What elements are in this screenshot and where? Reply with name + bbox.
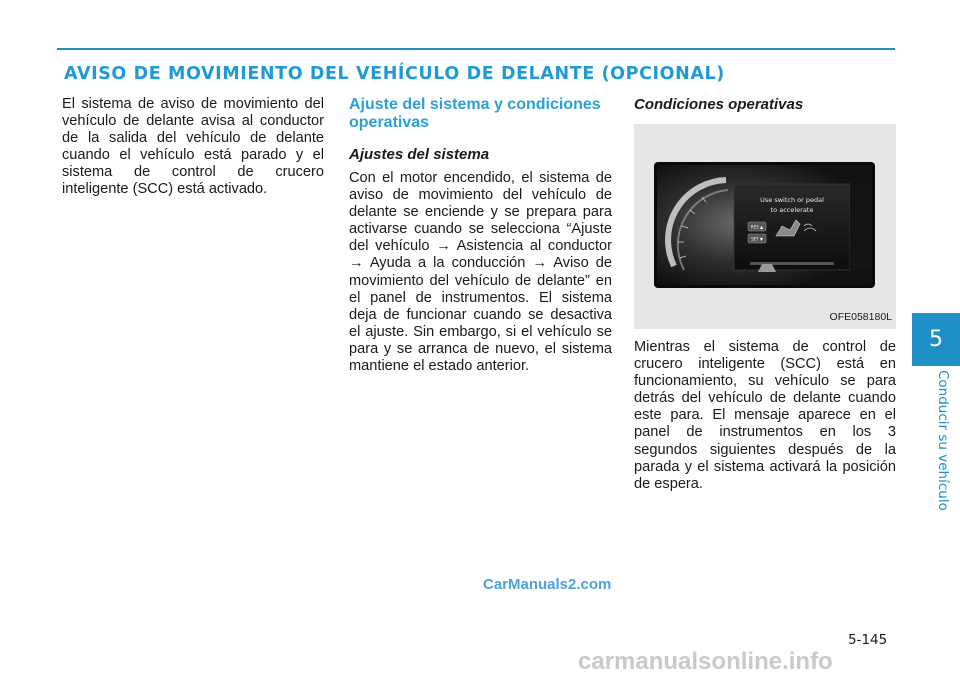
- display-message-line-2: to accelerate: [770, 206, 814, 214]
- cluster-display-image: [654, 162, 875, 288]
- system-settings-subheading: Ajustes del sistema: [349, 146, 490, 163]
- top-rule: [57, 48, 895, 50]
- system-settings-paragraph: Con el motor encendido, el sistema de aviso de movimiento del vehículo de delante se enciende y se prepara para activarse cuando se selecciona “Ajuste del vehículo → Asistencia al conductor → Ayuda a la conducción → Aviso de movimiento del vehículo de delante” en el panel de instrumentos. El sistema deja de funcionar cuando se desactiva el ajuste. Sin embargo, si el vehículo se para y se arranca de nuevo, el sistema mantiene el estado anterior.: [349, 170, 612, 375]
- chapter-tab: [912, 313, 960, 366]
- intro-paragraph: El sistema de aviso de movimiento del vehículo de delante avisa al conductor de la salida del vehículo de delante cuando el vehículo está parado y el sistema de control de crucero inteligente (SCC) está activado.: [62, 96, 324, 198]
- footer-site-mark: carmanualsonline.info: [578, 648, 833, 675]
- display-message-line-1: Use switch or pedal: [760, 196, 824, 204]
- page-number: 5-145: [848, 632, 888, 648]
- section-title: AVISO DE MOVIMIENTO DEL VEHÍCULO DE DELANTE (OPCIONAL): [64, 64, 725, 84]
- figure-label: OFE058180L: [829, 310, 892, 323]
- instrument-cluster-figure: [634, 124, 896, 329]
- res-button-label: RES ▲: [750, 224, 764, 230]
- chapter-number: 5: [929, 327, 943, 352]
- column-2: [349, 96, 612, 375]
- chapter-title: Conducir su vehículo: [935, 370, 951, 511]
- set-button-label: SET ▼: [751, 236, 763, 242]
- watermark: CarManuals2.com: [483, 576, 612, 593]
- operating-conditions-paragraph: Mientras el sistema de control de crucero inteligente (SCC) está en funcionamiento, su vehículo se para detrás del vehículo de delante cuando este para. El mensaje aparece en el panel de instrumentos en los 3 segundos siguientes después de la parada y el sistema activará la posición de espera.: [634, 339, 896, 492]
- column-1: [62, 96, 324, 199]
- operating-conditions-subheading: Condiciones operativas: [634, 96, 804, 113]
- column-3: [634, 96, 896, 493]
- section-heading: Ajuste del sistema y condiciones operativas: [349, 96, 601, 131]
